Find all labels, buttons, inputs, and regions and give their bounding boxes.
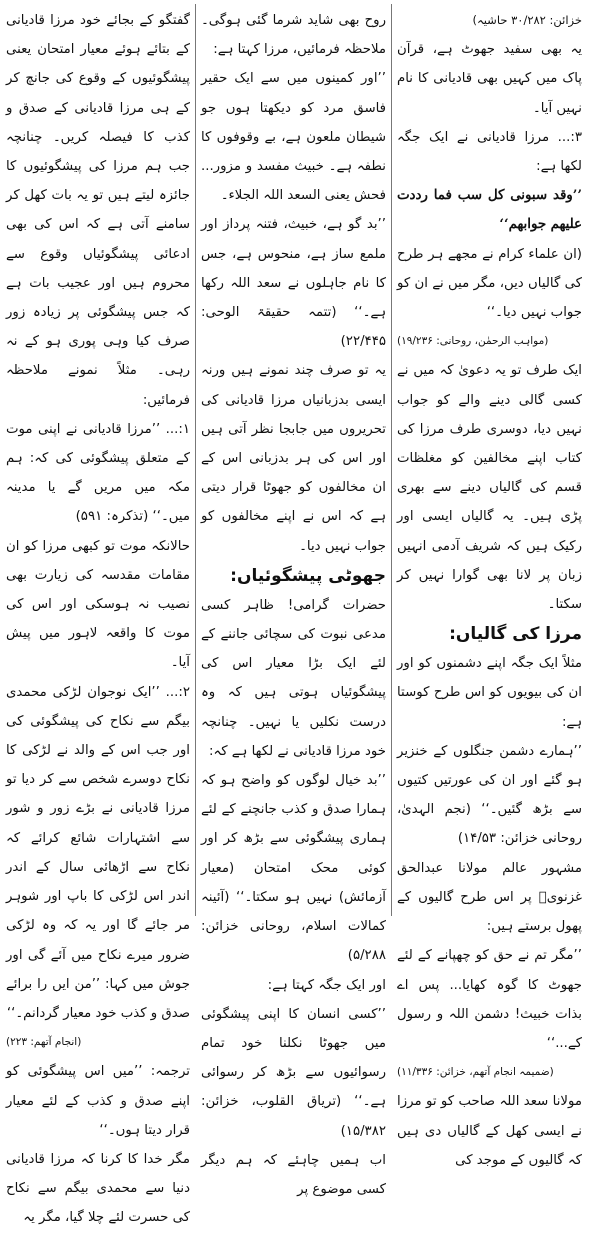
paragraph: ۲:... ’’ایک نوجوان لڑکی محمدی بیگم سے نکاح کی پیشگوئی کی اور جب اس کے والد نے لڑکی کا نکاح دوسرے شخص سے کر دیا تو مرزا قادیانی نے بڑے زور و شور سے اشتہارات شائع کرائے کہ نکاح سے اڑھائی سال کے اندر اندر اس لڑکی کا باپ اور شوہر مر جائے گا اور یہ کہ وہ لڑکی ضرور میرے نکاح میں آئے گی اور جوش میں کہا: ’’من ایں را برائے صدق و کذب خود معیار گردانم۔‘‘ [6, 684, 190, 1021]
paragraph: حالانکہ موت تو کبھی مرزا کو ان مقامات مقدسہ کی زیارت بھی نصیب نہ ہوسکی اور اس کی موت کا واقعہ لاہور میں پیش آیا۔ [6, 538, 190, 671]
paragraph: ترجمہ: ’’میں اس پیشگوئی کو اپنے صدق و کذب کے لئے معیار قرار دیتا ہوں۔‘‘ [6, 1064, 190, 1138]
paragraph: ایک طرف تو یہ دعویٰ کہ میں نے کسی گالی دینے والے کو جواب نہیں دیا، دوسری طرف مرزا کی کتاب اپنے مخالفین کو مغلظات قسم کی گالیاں دینے سے بھری پڑی ہیں۔ یہ گالیاں ایسی اور رکیک ہیں کہ شریف آدمی انہیں زبان پر لانا بھی گوارا نہیں کر سکتا۔ [397, 363, 582, 613]
paragraph: مولانا سعد اللہ صاحب کو تو مرزا نے ایسی کھل کے گالیاں دی ہیں کہ گالیوں کے موجد کی [397, 1094, 582, 1168]
middle-column [201, 6, 386, 1197]
citation: (ضمیمہ انجام آتھم، خزائن: ۱۱/۳۳۶) [397, 1066, 554, 1079]
paragraph: ۳:... مرزا قادیانی نے ایک جگہ لکھا ہے: [397, 129, 582, 175]
paragraph: مشہور عالم مولانا عبدالحق غزنویؒ پر اس طرح گالیوں کے پھول برستے ہیں: [397, 860, 582, 935]
paragraph: گفتگو کے بجائے خود مرزا قادیانی کے بتائے ہوئے معیار امتحان یعنی پیشگوئیوں کے وقوع کی جانچ کر کے ہی مرزا قادیانی کے صدق و کذب کا فیصلہ کریں۔ چنانچہ جب ہم مرزا کی پیشگوئیوں کا جائزہ لیتے ہیں تو یہ بات کھل کر سامنے آتی ہے کہ اس کی بھی ادعائی پیشگوئیاں وقوع سے محروم ہیں اور عجیب بات ہے کہ جس پیشگوئی پر زیادہ زور صرف کیا وہی پوری ہو کے نہ رہی۔ مثلاً نمونے ملاحظہ فرمائیں: [6, 13, 190, 408]
paragraph: اور ایک جگہ کہتا ہے: [267, 977, 386, 993]
paragraph: اب ہمیں چاہئے کہ ہم دیگر کسی موضوع پر [201, 1152, 386, 1197]
column-divider [195, 4, 196, 916]
section-heading: مرزا کی گالیاں: [449, 624, 582, 645]
paragraph: یہ تو صرف چند نمونے ہیں ورنہ ایسی بدزبانیاں مرزا قادیانی کی تحریروں میں جابجا نظر آتی ہیں اور اس کی ہر بدزبانی اس کے ان مخالفوں کو جھوٹا قرار دیتی ہے کہ اس نے اپنے مخالفوں کو جواب نہیں دیا۔ [201, 363, 386, 554]
paragraph: یہ بھی سفید جھوٹ ہے، قرآن پاک میں کہیں بھی قادیانی کا نام نہیں آیا۔ [397, 42, 582, 116]
paragraph: روح بھی شاید شرما گئی ہوگی۔ ملاحظہ فرمائیں، مرزا کہتا ہے: [201, 13, 386, 58]
section-heading: جھوٹی پیشگوئیاں: [230, 565, 386, 586]
paragraph: ’’بد خیال لوگوں کو واضح ہو کہ ہمارا صدق و کذب جانچنے کے لئے ہماری پیشگوئی سے بڑھ کر اور کوئی محک امتحان (معیار آزمائش) نہیں ہو سکتا۔‘‘ (آئینہ کمالات اسلام، روحانی خزائن: ۵/۲۸۸) [201, 773, 386, 964]
paragraph: (ان علماء کرام نے مجھے ہر طرح کی گالیاں دیں، مگر میں نے ان کو جواب نہیں دیا۔‘‘ [397, 246, 582, 321]
paragraph: ’’مگر تم نے حق کو چھپانے کے لئے جھوٹ کا گوہ کھایا... پس اے بذات خبیث! دشمن اللہ و رسول کے...‘‘ [397, 948, 582, 1051]
paragraph: خزائن: ۳۰/۲۸۲ حاشیہ) [472, 13, 582, 27]
paragraph: ’’بد گو ہے، خبیث، فتنہ پرداز اور ملمع ساز ہے، منحوس ہے، جس کا نام جاہلوں نے سعد اللہ رکھا ہے۔‘‘ (تتمہ حقیقۃ الوحی: ۲۲/۴۴۵) [201, 217, 386, 350]
paragraph: ’’کسی انسان کا اپنی پیشگوئی میں جھوٹا نکلنا خود تمام رسوائیوں سے بڑھ کر رسوائی ہے۔‘‘ (تریاق القلوب، خزائن: ۱۵/۳۸۲) [201, 1006, 386, 1139]
paragraph: مثلاً ایک جگہ اپنے دشمنوں کو اور ان کی بیویوں کو اس طرح کوستا ہے: [397, 656, 582, 730]
column-divider [391, 4, 392, 916]
left-column [6, 6, 190, 1226]
paragraph: مگر خدا کا کرنا کہ مرزا قادیانی دنیا سے محمدی بیگم سے نکاح کی حسرت لئے چلا گیا، مگر یہ [6, 1151, 190, 1226]
paragraph: ’’ہمارے دشمن جنگلوں کے خنزیر ہو گئے اور ان کی عورتیں کتیوں سے بڑھ گئیں۔‘‘ (نجم الہدیٰ، روحانی خزائن: ۱۴/۵۳) [397, 743, 582, 847]
paragraph: ۱:... ’’مرزا قادیانی نے اپنی موت کے متعلق پیشگوئی کی کہ: ہم مکہ میں مریں گے یا مدینہ میں۔‘‘ (تذکرہ: ۵۹۱) [6, 421, 190, 525]
citation: (مواہب الرحمٰن، روحانی: ۱۹/۲۳۶) [397, 335, 549, 348]
paragraph: ’’اور کمینوں میں سے ایک حقیر فاسق مرد کو دیکھتا ہوں جو شیطان ملعون ہے، بے وقوفوں کا نطفہ ہے۔ خبیث مفسد و مزور... فحش یعنی السعد اللہ الجلاء۔ [201, 71, 386, 204]
citation: (انجام آتھم: ۲۲۳) [6, 1036, 82, 1049]
arabic-quote: ’’وقد سبونی کل سب فما رددت علیھم جوابھم‘‘ [397, 188, 582, 233]
paragraph: حضرات گرامی! ظاہر کسی مدعی نبوت کی سچائی جاننے کے لئے ایک بڑا معیار اس کی پیشگوئیاں ہوتی ہیں کہ وہ درست نکلیں یا نہیں۔ چنانچہ خود مرزا قادیانی نے لکھا ہے کہ: [201, 597, 386, 759]
right-column [397, 6, 582, 1168]
